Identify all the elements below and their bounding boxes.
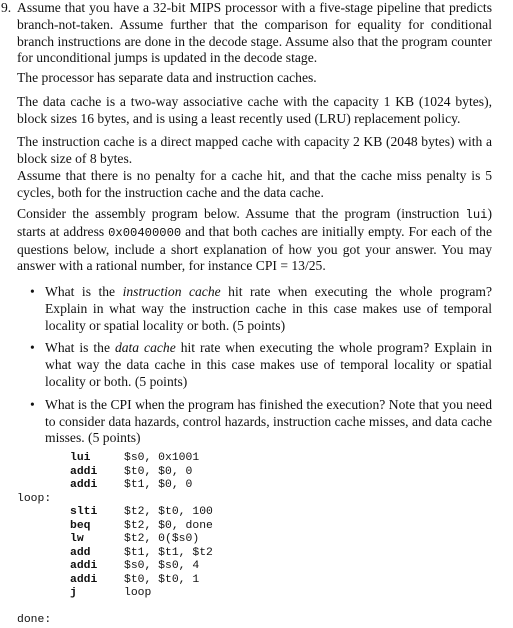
code-label: done: [17, 614, 52, 626]
bullet-item-data-cache [17, 340, 492, 390]
code-operands: $t2, $t0, 100 [124, 506, 213, 518]
bullet-dot: • [30, 396, 35, 412]
bullet-text-emphasis: instruction cache [122, 284, 221, 299]
consider-program-paragraph [17, 206, 492, 275]
bullet-text-pre: What is the CPI when the program has finished the execution? Note that you need to consider data hazards, control hazards, instruction cache misses, and data cache misses. (5 points) [45, 396, 492, 446]
bullet-text-pre: What is the [45, 284, 123, 299]
question-bullet-list [17, 284, 492, 447]
bullet-text-post: hit rate when executing the whole program? Explain in what way the instruction cache in this case makes use of temporal locality or spatial locality or both. (5 points) [45, 284, 492, 333]
code-opcode: beq [70, 519, 91, 532]
data-cache-paragraph: The data cache is a two-way associative cache with the capacity 1 KB (1024 bytes), block sizes 16 bytes, and is using a least recently used (LRU) replacement policy. [17, 94, 492, 126]
code-opcode: add [70, 546, 91, 559]
code-opcode: addi [70, 573, 98, 586]
code-operands: $s0, 0x1001 [124, 452, 200, 464]
code-opcode: addi [70, 479, 98, 491]
inline-code-address: 0x00400000 [108, 225, 182, 240]
bullet-dot: • [30, 284, 35, 299]
code-operands: $t2, 0($s0) [124, 533, 200, 545]
code-label: loop: [17, 492, 52, 505]
code-opcode: lui [70, 452, 91, 464]
inline-code-lui: lui [465, 208, 488, 222]
code-opcode: lw [70, 533, 84, 545]
bullet-dot: • [30, 340, 35, 356]
code-opcode: j [70, 587, 77, 599]
instruction-cache-paragraph: The instruction cache is a direct mapped cache with capacity 2 KB (2048 bytes) with a block size of 8 bytes. [17, 134, 492, 166]
code-operands: $t2, $0, done [124, 519, 213, 532]
code-opcode: slti [70, 506, 98, 518]
code-operands: $t0, $t0, 1 [124, 573, 200, 586]
bullet-text-emphasis: data cache [114, 340, 176, 356]
miss-penalty-paragraph: Assume that there is no penalty for a cache hit, and that the cache miss penalty is 5 cycles, both for the instruction cache and the data cache. [17, 168, 492, 200]
code-operands: $s0, $s0, 4 [124, 560, 200, 572]
bullet-item-cpi [17, 397, 492, 447]
code-operands: loop [124, 587, 152, 599]
caches-paragraph: The processor has separate data and instruction caches. [17, 70, 317, 85]
bullet-item-instruction-cache [17, 284, 492, 334]
consider-text-1: Consider the assembly program below. Assume that the program (instruction [17, 206, 466, 221]
consider-text-3: and that both caches are initially empty. For each of the questions below, include a short explanation of how you got your answer. You may answer with a rational number, for instance CPI = 13/25. [17, 223, 493, 274]
code-operands: $t1, $t1, $t2 [124, 546, 213, 559]
code-operands: $t0, $0, 0 [124, 465, 193, 478]
question-intro-paragraph: Assume that you have a 32-bit MIPS processor with a five-stage pipeline that predicts branch-not-taken. Assume further that the comparison for equality for conditional branch instructions are done in the decode stage. Assume also that the program counter for unconditional jumps is updated in the decode stage. [17, 0, 492, 66]
code-operands: $t1, $0, 0 [124, 479, 193, 491]
code-opcode: addi [70, 560, 98, 572]
consider-text-2: ) starts at address [17, 206, 492, 239]
question-number: 9. [1, 0, 12, 15]
bullet-text-post: hit rate when executing the whole program? Explain in what way the data cache in this case makes use of temporal locality or spatial locality or both. (5 points) [45, 340, 492, 389]
bullet-text-pre: What is the [45, 340, 115, 356]
code-opcode: addi [70, 465, 98, 478]
